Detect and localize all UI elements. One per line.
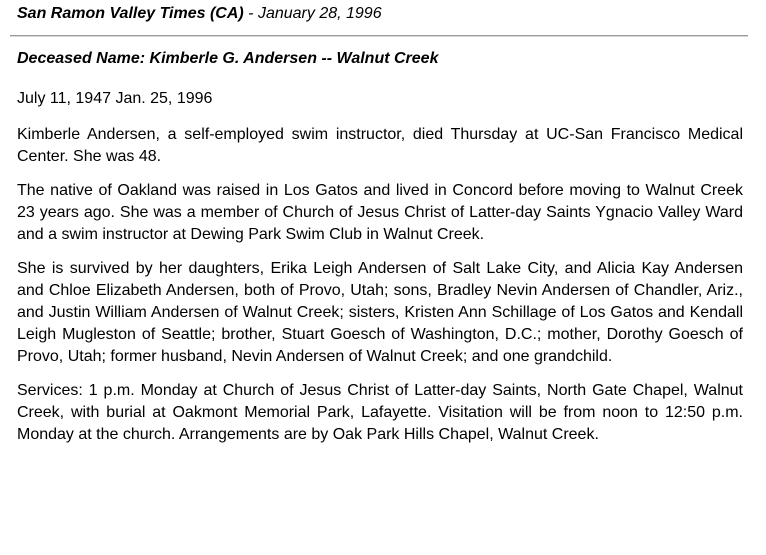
publication-date: January 28, 1996 <box>257 5 382 22</box>
paragraph-biography: The native of Oakland was raised in Los Gatos and lived in Concord before moving to Walnut Creek 23 years ago. She was a member of Church of Jesus Christ of Latter-day Saints Ygnacio Valley Ward and a swim instructor at Dewing Park Swim Club in Walnut Creek. <box>17 182 743 243</box>
publication-header <box>17 4 382 24</box>
deceased-name: Deceased Name: Kimberle G. Andersen -- Walnut Creek <box>17 50 439 67</box>
obituary-body <box>17 48 743 458</box>
paragraph-survivors: She is survived by her daughters, Erika Leigh Andersen of Salt Lake City, and Alicia Kay Andersen and Chloe Elizabeth Andersen, both of Provo, Utah; sons, Bradley Nevin Andersen of Chandler, Ariz., and Justin William Andersen of Walnut Creek; sisters, Kristen Ann Schillage of Los Gatos and Kendall Leigh Mugleston of Seattle; brother, Stuart Goesch of Washington, D.C.; mother, Dorothy Goesch of Provo, Utah; former husband, Nevin Andersen of Walnut Creek; and one grandchild. <box>17 260 743 365</box>
header-divider <box>10 35 748 37</box>
publication-source: San Ramon Valley Times (CA) <box>17 5 244 22</box>
paragraph-services: Services: 1 p.m. Monday at Church of Jesus Christ of Latter-day Saints, North Gate Chapel, Walnut Creek, with burial at Oakmont Memorial Park, Lafayette. Visitation will be from noon to 12:50 p.m. Monday at the church. Arrangements are by Oak Park Hills Chapel, Walnut Creek. <box>17 382 743 443</box>
paragraph-death-notice: Kimberle Andersen, a self-employed swim instructor, died Thursday at UC-San Francisco Medical Center. She was 48. <box>17 126 743 165</box>
life-dates: July 11, 1947 Jan. 25, 1996 <box>17 90 213 107</box>
header-separator: - <box>243 5 258 22</box>
